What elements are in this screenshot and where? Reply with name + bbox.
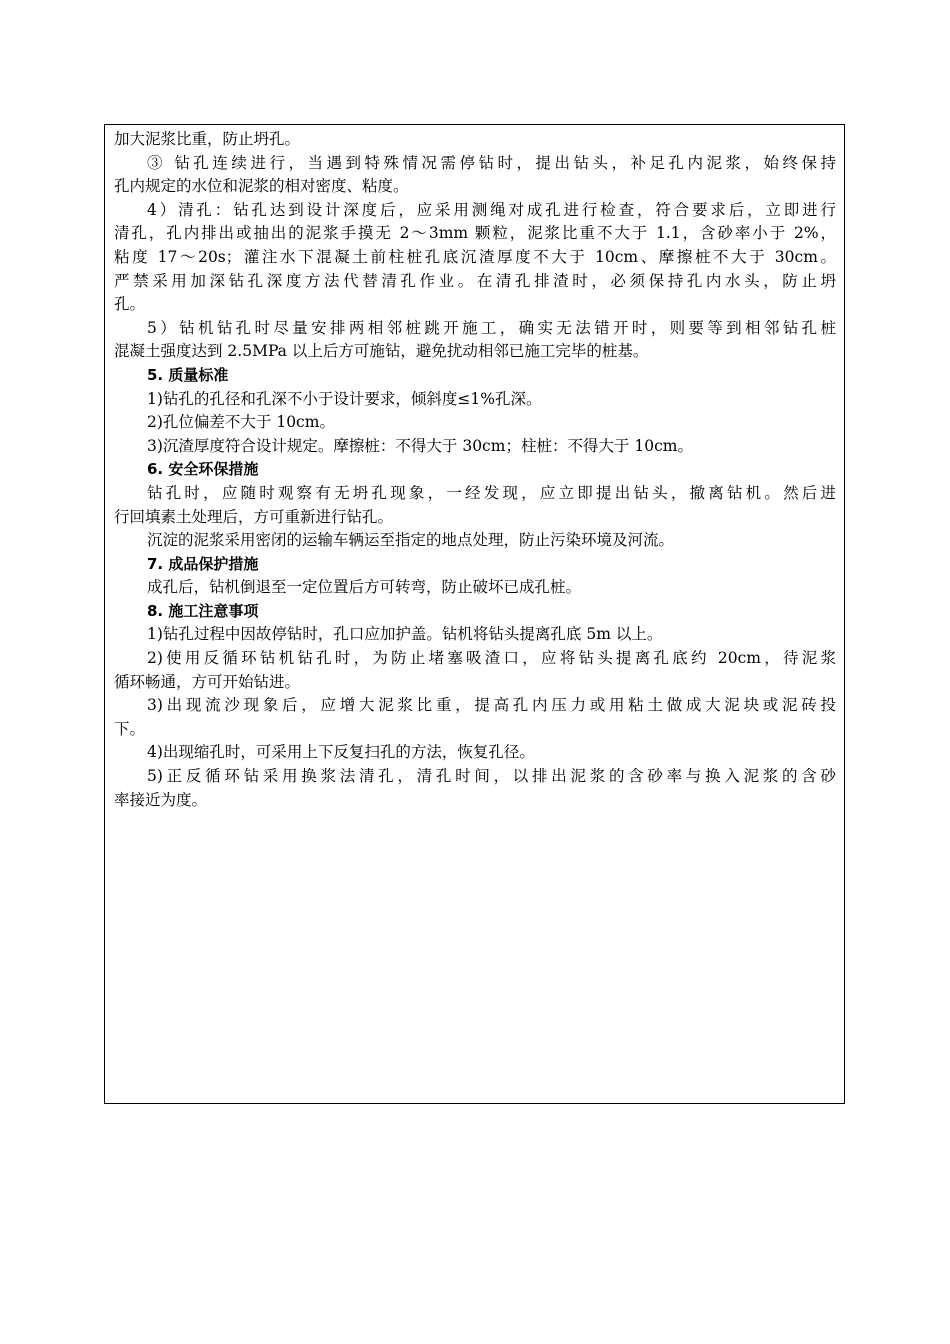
text-line: 加大泥浆比重，防止坍孔。	[114, 130, 301, 148]
text-line: 清孔，孔内排出或抽出的泥浆手摸无 2～3mm 颗粒，泥浆比重不大于 1.1，含砂率小于 2%，	[114, 224, 836, 243]
text-line: 率接近为度。	[114, 790, 208, 809]
text-line: 4)出现缩孔时，可采用上下反复扫孔的方法，恢复孔径。	[147, 743, 535, 762]
document-frame	[104, 124, 845, 1104]
text-line: 1)钻孔的孔径和孔深不小于设计要求，倾斜度≤1%孔深。	[147, 389, 542, 408]
text-line: 成孔后，钻机倒退至一定位置后方可转弯，防止破坏已成孔桩。	[147, 578, 582, 597]
text-line: 下。	[114, 719, 146, 738]
section-heading: 5. 质量标准	[147, 365, 229, 384]
text-line: ③ 钻孔连续进行，当遇到特殊情况需停钻时，提出钻头，补足孔内泥浆，始终保持	[147, 153, 836, 172]
text-line: 3)沉渣厚度符合设计规定。摩擦桩：不得大于 30cm；柱桩：不得大于 10cm。	[147, 436, 693, 455]
text-line: 粘度 17～20s；灌注水下混凝土前柱桩孔底沉渣厚度不大于 10cm、摩擦桩不大于 30cm。	[114, 247, 836, 266]
text-line: 严禁采用加深钻孔深度方法代替清孔作业。在清孔排渣时，必须保持孔内水头，防止坍	[114, 271, 836, 290]
text-line: 孔内规定的水位和泥浆的相对密度、粘度。	[114, 177, 409, 196]
text-line: 混凝土强度达到 2.5MPa 以上后方可施钻，避免扰动相邻已施工完毕的桩基。	[114, 342, 649, 361]
section-heading: 8. 施工注意事项	[147, 601, 259, 620]
text-line: 5)正反循环钻采用换浆法清孔，清孔时间，以排出泥浆的含砂率与换入泥浆的含砂	[147, 767, 836, 786]
text-line: 孔。	[114, 295, 146, 314]
text-line: 行回填素土处理后，方可重新进行钻孔。	[114, 507, 394, 526]
text-line: 5）钻机钻孔时尽量安排两相邻桩跳开施工，确实无法错开时，则要等到相邻钻孔桩	[147, 318, 836, 337]
text-line: 钻孔时，应随时观察有无坍孔现象，一经发现，应立即提出钻头，撤离钻机。然后进	[147, 483, 836, 502]
text-line: 2)使用反循环钻机钻孔时，为防止堵塞吸渣口，应将钻头提离孔底约 20cm，待泥浆	[147, 649, 836, 668]
text-line: 1)钻孔过程中因故停钻时，孔口应加护盖。钻机将钻头提离孔底 5m 以上。	[147, 625, 663, 644]
text-line: 循环畅通，方可开始钻进。	[114, 672, 301, 691]
document-body	[114, 128, 836, 812]
text-line: 4）清孔：钻孔达到设计深度后，应采用测绳对成孔进行检查，符合要求后，立即进行	[147, 200, 836, 219]
text-line: 3)出现流沙现象后，应增大泥浆比重，提高孔内压力或用粘土做成大泥块或泥砖投	[147, 696, 836, 715]
section-heading: 6. 安全环保措施	[147, 460, 259, 479]
section-heading: 7. 成品保护措施	[147, 554, 259, 573]
text-line: 沉淀的泥浆采用密闭的运输车辆运至指定的地点处理，防止污染环境及河流。	[147, 531, 675, 550]
text-line: 2)孔位偏差不大于 10cm。	[147, 413, 335, 432]
